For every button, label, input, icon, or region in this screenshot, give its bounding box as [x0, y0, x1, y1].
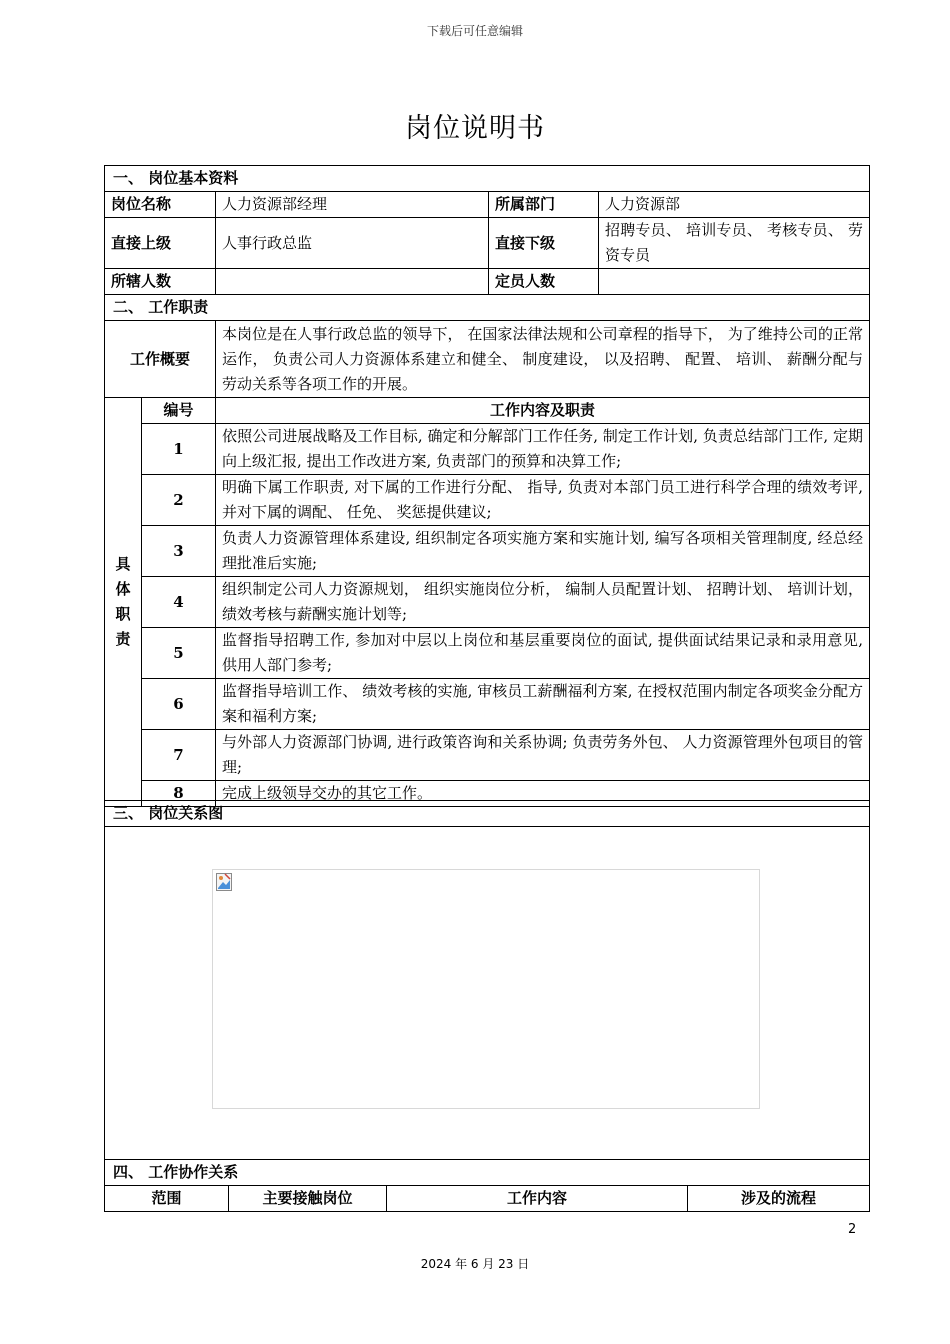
duty-text: 完成上级领导交办的其它工作。	[216, 781, 870, 807]
cooperation-col-scope: 范围	[105, 1186, 229, 1212]
footer-date: 2024 年 6 月 23 日	[420, 1257, 530, 1271]
table-row	[105, 628, 870, 679]
table-row	[105, 577, 870, 628]
duty-text: 与外部人力资源部门协调, 进行政策咨询和关系协调; 负责劳务外包、 人力资源管理外包项目的管理;	[216, 730, 870, 781]
table-row	[105, 475, 870, 526]
duty-text: 监督指导培训工作、 绩效考核的实施, 审核员工薪酬福利方案, 在授权范围内制定各项奖金分配方案和福利方案;	[216, 679, 870, 730]
page-title: 岗位说明书	[405, 113, 545, 144]
duty-content-header: 工作内容及职责	[216, 398, 870, 424]
table-row	[105, 526, 870, 577]
table-row	[105, 424, 870, 475]
broken-image-icon	[216, 873, 232, 891]
cooperation-col-process: 涉及的流程	[688, 1186, 870, 1212]
duty-text: 明确下属工作职责, 对下属的工作进行分配、 指导, 负责对本部门员工进行科学合理的绩效考评, 并对下属的调配、 任免、 奖惩提供建议;	[216, 475, 870, 526]
quota-label: 定员人数	[489, 269, 599, 295]
duty-text: 监督指导招聘工作, 参加对中层以上岗位和基层重要岗位的面试, 提供面试结果记录和录用意见, 供用人部门参考;	[216, 628, 870, 679]
headcount-value	[216, 269, 489, 295]
section-relation-chart-heading: 三、 岗位关系图	[105, 801, 870, 827]
duty-number: 7	[142, 730, 216, 781]
department-label: 所属部门	[489, 192, 599, 218]
job-description-table	[104, 165, 870, 807]
work-summary-label: 工作概要	[105, 321, 216, 398]
section-cooperation-heading: 四、 工作协作关系	[105, 1160, 870, 1186]
direct-subordinate-label: 直接下级	[489, 218, 599, 269]
duty-number-header: 编号	[142, 398, 216, 424]
work-summary-text: 本岗位是在人事行政总监的领导下， 在国家法律法规和公司章程的指导下， 为了维持公司的正常运作， 负责公司人力资源体系建立和健全、 制度建设， 以及招聘、 配置、 培训、 薪酬分配与劳动关系等各项工作的开展。	[216, 321, 870, 398]
cooperation-col-contact-post: 主要接触岗位	[229, 1186, 387, 1212]
duty-number: 5	[142, 628, 216, 679]
department-value: 人力资源部	[599, 192, 870, 218]
duty-number: 8	[142, 781, 216, 807]
duty-text: 依照公司进展战略及工作目标, 确定和分解部门工作任务, 制定工作计划, 负责总结部门工作, 定期向上级汇报, 提出工作改进方案, 负责部门的预算和决算工作;	[216, 424, 870, 475]
headcount-label: 所辖人数	[105, 269, 216, 295]
relation-chart-image	[212, 869, 760, 1109]
duty-number: 2	[142, 475, 216, 526]
specific-duties-label: 具 体 职 责	[105, 398, 142, 807]
direct-subordinate-value: 招聘专员、 培训专员、 考核专员、 劳资专员	[599, 218, 870, 269]
duty-number: 3	[142, 526, 216, 577]
table-row	[105, 679, 870, 730]
page-number: 2	[848, 1222, 857, 1237]
duty-text: 组织制定公司人力资源规划， 组织实施岗位分析， 编制人员配置计划、 招聘计划、 培训计划， 绩效考核与薪酬实施计划等;	[216, 577, 870, 628]
section-duties-heading: 二、 工作职责	[105, 295, 870, 321]
duty-text: 负责人力资源管理体系建设, 组织制定各项实施方案和实施计划, 编写各项相关管理制度, 经总经理批准后实施;	[216, 526, 870, 577]
direct-superior-value: 人事行政总监	[216, 218, 489, 269]
relation-chart-area	[105, 827, 870, 1160]
duty-number: 1	[142, 424, 216, 475]
table-row	[105, 730, 870, 781]
quota-value	[599, 269, 870, 295]
cooperation-col-work-content: 工作内容	[387, 1186, 688, 1212]
header-note: 下载后可任意编辑	[426, 24, 523, 38]
direct-superior-label: 直接上级	[105, 218, 216, 269]
duty-number: 6	[142, 679, 216, 730]
job-name-label: 岗位名称	[105, 192, 216, 218]
job-name-value: 人力资源部经理	[216, 192, 489, 218]
section-basic-info-heading: 一、 岗位基本资料	[105, 166, 870, 192]
duty-number: 4	[142, 577, 216, 628]
relations-table	[104, 800, 870, 1212]
